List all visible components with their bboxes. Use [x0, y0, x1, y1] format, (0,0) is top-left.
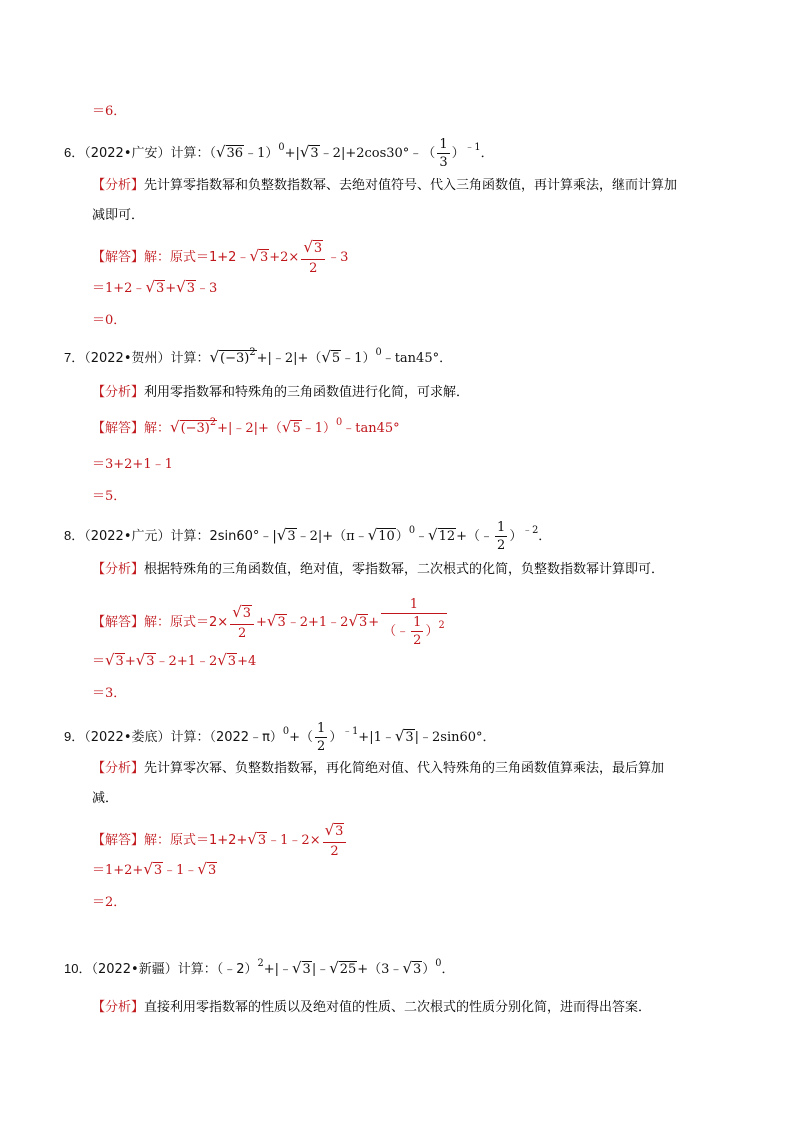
analysis-6: 【分析】先计算零指数幂和负整数指数幂、去绝对值符号、代入三角函数值，再计算乘法，继而计算加: [92, 178, 678, 193]
solution-6-result: ＝0．: [92, 313, 127, 328]
answer-line: ＝6．: [92, 104, 127, 119]
solution-7-result: ＝5．: [92, 489, 127, 504]
analysis-10: 【分析】直接利用零指数幂的性质以及绝对值的性质、二次根式的性质分别化简，进而得出答案．: [92, 1000, 652, 1015]
analysis-9: 【分析】先计算零次幂、负整数指数幂，再化简绝对值、代入特殊角的三角函数值算乘法，最后算加: [92, 761, 665, 776]
solution-9-step2: ＝1+2+ √ 3 ﹣1﹣ √ 3: [92, 860, 217, 879]
question-7: 7．（2022•贺州）计算： √ $(-3)^2$ +|﹣2|+（ √ 5 ﹣1）$^0$﹣tan45°．: [64, 347, 453, 367]
solution-6: 【解答】解：原式＝1+2﹣ √ 3 +2× √ 3 2 ﹣3: [92, 238, 349, 276]
analysis-8: 【分析】根据特殊角的三角函数值，绝对值，零指数幂，二次根式的化简，负整数指数幂计算即可．: [92, 562, 665, 577]
solution-7-step2: ＝3+2+1﹣1: [92, 457, 173, 472]
question-10: 10．（2022•新疆）计算：（﹣2）$^2$+|﹣ √ 3 |﹣ √ 25 +（3﹣ √ 3 ）$^0$．: [64, 958, 455, 978]
solution-9-result: ＝2．: [92, 895, 127, 910]
solution-8-result: ＝3．: [92, 686, 127, 701]
question-8: 8．（2022•广元）计算：2sin60°﹣| √ 3 ﹣2|+（π﹣ √ 10 ）$^0$﹣ √ 12 +（﹣ $\frac{1}{2}$ ）$^{﹣2}$．: [64, 520, 552, 553]
solution-9: 【解答】解：原式＝1+2+ √ 3 ﹣1﹣2× √ 3 2: [92, 823, 348, 858]
analysis-7: 【分析】利用零指数幂和特殊角的三角函数值进行化简，可求解．: [92, 385, 470, 400]
analysis-6-cont: 减即可．: [92, 208, 145, 223]
question-9: 9．（2022•娄底）计算：（2022﹣π）$^0$+（ $\frac{1}{2}$ ）$^{﹣1}$+|1﹣ √ 3 |﹣2sin60°．: [64, 721, 496, 754]
solution-6-step2: ＝1+2﹣ √ 3 + √ 3 ﹣3: [92, 278, 218, 297]
solution-8: 【解答】解：原式＝2× √ 3 2 + √ 3 ﹣2+1﹣2 √ 3 + 1 （﹣ $\frac{1}{2}$ ）$^2$: [92, 597, 445, 648]
solution-8-step2: ＝ √ 3 + √ 3 ﹣2+1﹣2 √ 3 +4: [92, 651, 257, 670]
solution-7: 【解答】解： √ $(-3)^2$ +|﹣2|+（ √ 5 ﹣1）$^0$﹣tan45°: [92, 417, 400, 437]
question-6: 6．（2022•广安）计算：（ √ 36 ﹣1）$^0$+| √ 3 ﹣2|+2cos30°﹣（ $\frac{1}{3}$ ）$^{﹣1}$．: [64, 137, 494, 170]
analysis-9-cont: 减．: [92, 791, 119, 806]
